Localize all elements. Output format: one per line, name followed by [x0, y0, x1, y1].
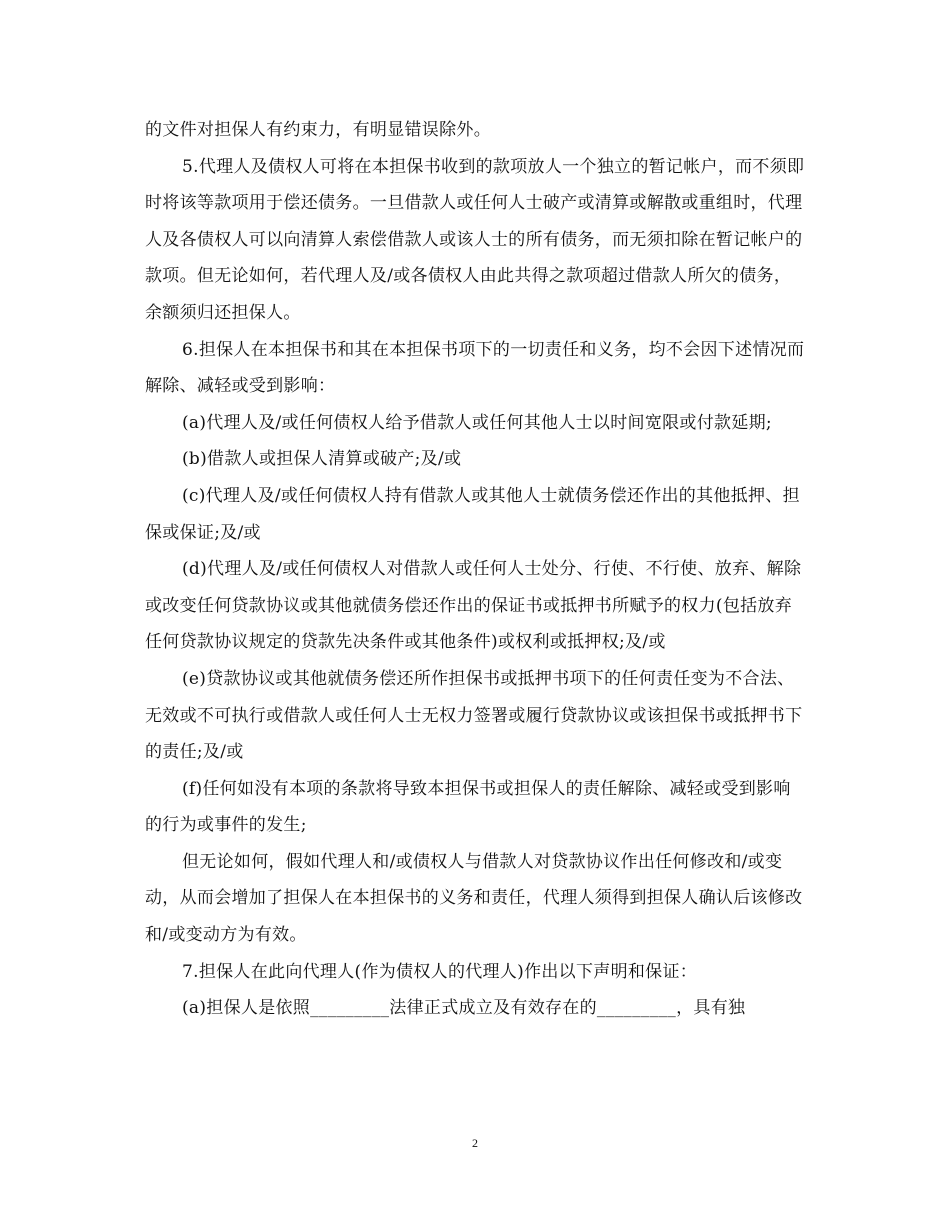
paragraph-clause-6: 6.担保人在本担保书和其在本担保书项下的一切责任和义务，均不会因下述情况而解除、减轻或受到影响：	[145, 339, 805, 397]
paragraph-clause-5: 5.代理人及债权人可将在本担保书收到的款项放人一个独立的暂记帐户，而不须即时将该等款项用于偿还债务。一旦借款人或任何人士破产或清算或解散或重组时，代理人及各债权人可以向清算人索偿借款人或该人士的所有债务，而无须扣除在暂记帐户的款项。但无论如何，若代理人及/或各债权人由此共得之款项超过借款人所欠的债务，余额须归还担保人。	[145, 156, 805, 323]
paragraph-clause-6b: (b)借款人或担保人清算或破产;及/或	[182, 449, 462, 470]
paragraph-continuation: 的文件对担保人有约束力，有明显错误除外。	[145, 120, 491, 140]
paragraph-clause-7a: (a)担保人是依照_________法律正式成立及有效存在的_________，具有独	[182, 998, 746, 1019]
paragraph-clause-6c: (c)代理人及/或任何债权人持有借款人或其他人士就债务偿还作出的其他抵押、担保或保证;及/或	[145, 485, 800, 543]
paragraph-clause-6e: (e)贷款协议或其他就债务偿还所作担保书或抵押书项下的任何责任变为不合法、无效或不可执行或借款人或任何人士无权力签署或履行贷款协议或该担保书或抵押书下的责任;及/或	[145, 668, 803, 763]
paragraph-clause-6d: (d)代理人及/或任何债权人对借款人或任何人士处分、行使、不行使、放弃、解除或改变任何贷款协议或其他就债务偿还作出的保证书或抵押书所赋予的权力(包括放弃任何贷款协议规定的贷款先决条件或其他条件)或权利或抵押权;及/或	[145, 559, 802, 653]
paragraph-clause-6f: (f)任何如没有本项的条款将导致本担保书或担保人的责任解除、减轻或受到影响的行为或事件的发生;	[145, 778, 791, 836]
document-body	[145, 112, 805, 1027]
paragraph-clause-7: 7.担保人在此向代理人(作为债权人的代理人)作出以下声明和保证：	[182, 961, 698, 982]
paragraph-clause-6a: (a)代理人及/或任何债权人给予借款人或任何其他人士以时间宽限或付款延期;	[182, 412, 772, 433]
paragraph-proviso: 但无论如何，假如代理人和/或债权人与借款人对贷款协议作出任何修改和/或变动，从而会增加了担保人在本担保书的义务和责任，代理人须得到担保人确认后该修改和/或变动方为有效。	[145, 851, 803, 946]
page-number: 2	[472, 1136, 478, 1150]
